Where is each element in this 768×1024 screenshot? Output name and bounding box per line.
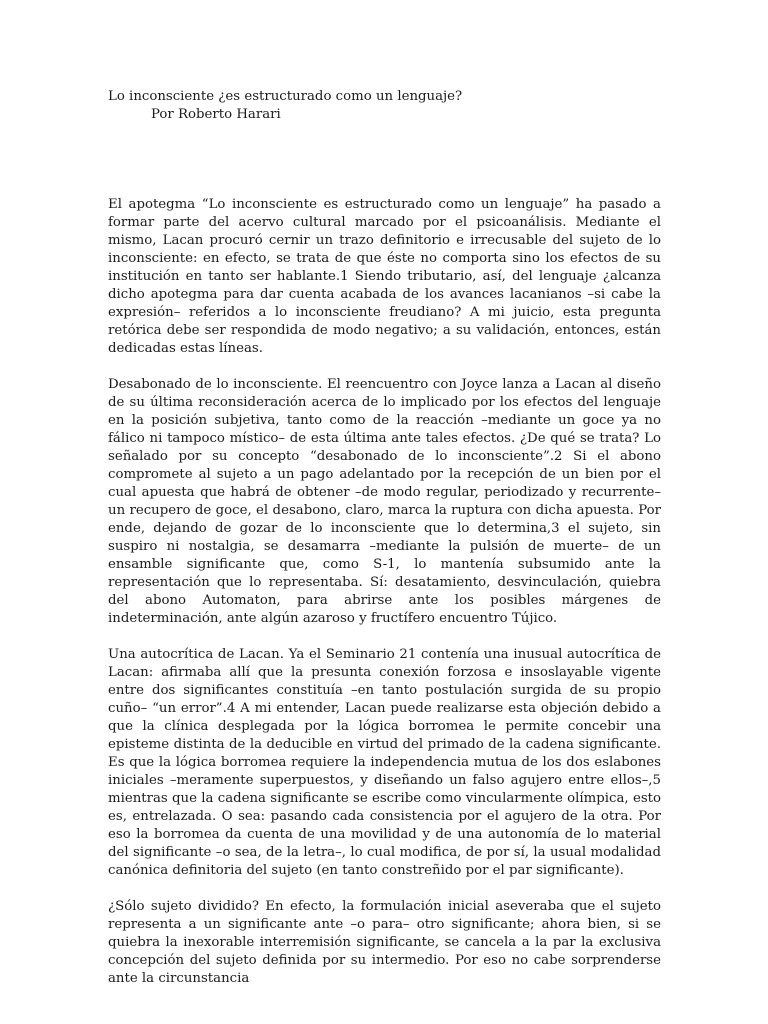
document-page (108, 88, 661, 1006)
paragraph-1: El apotegma “Lo inconsciente es estructurado como un lenguaje” ha pasado a formar parte del acervo cultural marcado por el psicoanálisis. Mediante el mismo, Lacan procuró cernir un trazo definitorio e irrecusable del sujeto de lo inconsciente: en efecto, se trata de que éste no comporta sino los efectos de su institución en tanto ser hablante.1 Siendo tributario, así, del lenguaje ¿alcanza dicho apotegma para dar cuenta acabada de los avances lacanianos –si cabe la expresión– referidos a lo inconsciente freudiano? A mi juicio, esta pregunta retórica debe ser respondida de modo negativo; a su validación, entonces, están dedicadas estas líneas. (108, 197, 661, 356)
paragraph-3: Una autocrítica de Lacan. Ya el Seminario 21 contenía una inusual autocrítica de Lacan: afirmaba allí que la presunta conexión forzosa e insoslayable vigente entre dos significantes constituía –en tanto postulación surgida de su propio cuño– “un error”.4 A mi entender, Lacan puede realizarse esta objeción debido a que la clínica desplegada por la lógica borromea le permite concebir una episteme distinta de la deducible en virtud del primado de la cadena significante. Es que la lógica borromea requiere la independencia mutua de los dos eslabones iniciales –meramente superpuestos, y diseñando un falso agujero entre ellos–,5 mientras que la cadena significante se escribe como vincularmente olímpica, esto es, entrelazada. O sea: pasando cada consistencia por el agujero de la otra. Por eso la borromea da cuenta de una movilidad y de una autonomía de lo material del significante –o sea, de la letra–, lo cual modifica, de por sí, la usual modalidad canónica definitoria del sujeto (en tanto constreñido por el par significante). (108, 647, 661, 878)
title-spacer (108, 124, 661, 196)
document-author: Por Roberto Harari (151, 107, 281, 122)
paragraph-4: ¿Sólo sujeto dividido? En efecto, la formulación inicial aseveraba que el sujeto representa a un significante ante –o para– otro significante; ahora bien, si se quiebra la inexorable interremisión significante, se cancela a la par la exclusiva concepción del sujeto definida por su intermedio. Por eso no cabe sorprenderse ante la circunstancia (108, 899, 661, 986)
paragraph-2: Desabonado de lo inconsciente. El reencuentro con Joyce lanza a Lacan al diseño de su última reconsideración acerca de lo implicado por los efectos del lenguaje en la posición subjetiva, tanto como de la reacción –mediante un goce ya no fálico ni tampoco místico– de esta última ante tales efectos. ¿De qué se trata? Lo señalado por su concepto “desabonado de lo inconsciente”.2 Si el abono compromete al sujeto a un pago adelantado por la recepción de un bien por el cual apuesta que habrá de obtener –de modo regular, periodizado y recurrente– un recupero de goce, el desabono, claro, marca la ruptura con dicha apuesta. Por ende, dejando de gozar de lo inconsciente que lo determina,3 el sujeto, sin suspiro ni nostalgia, se desamarra –mediante la pulsión de muerte– de un ensamble significante que, como S-1, lo mantenía subsumido ante la representación que lo representaba. Sí: desatamiento, desvinculación, quiebra del abono Automaton, para abrirse ante los posibles márgenes de indeterminación, ante algún azaroso y fructífero encuentro Tújico. (108, 377, 661, 626)
document-title: Lo inconsciente ¿es estructurado como un lenguaje? (108, 89, 463, 104)
